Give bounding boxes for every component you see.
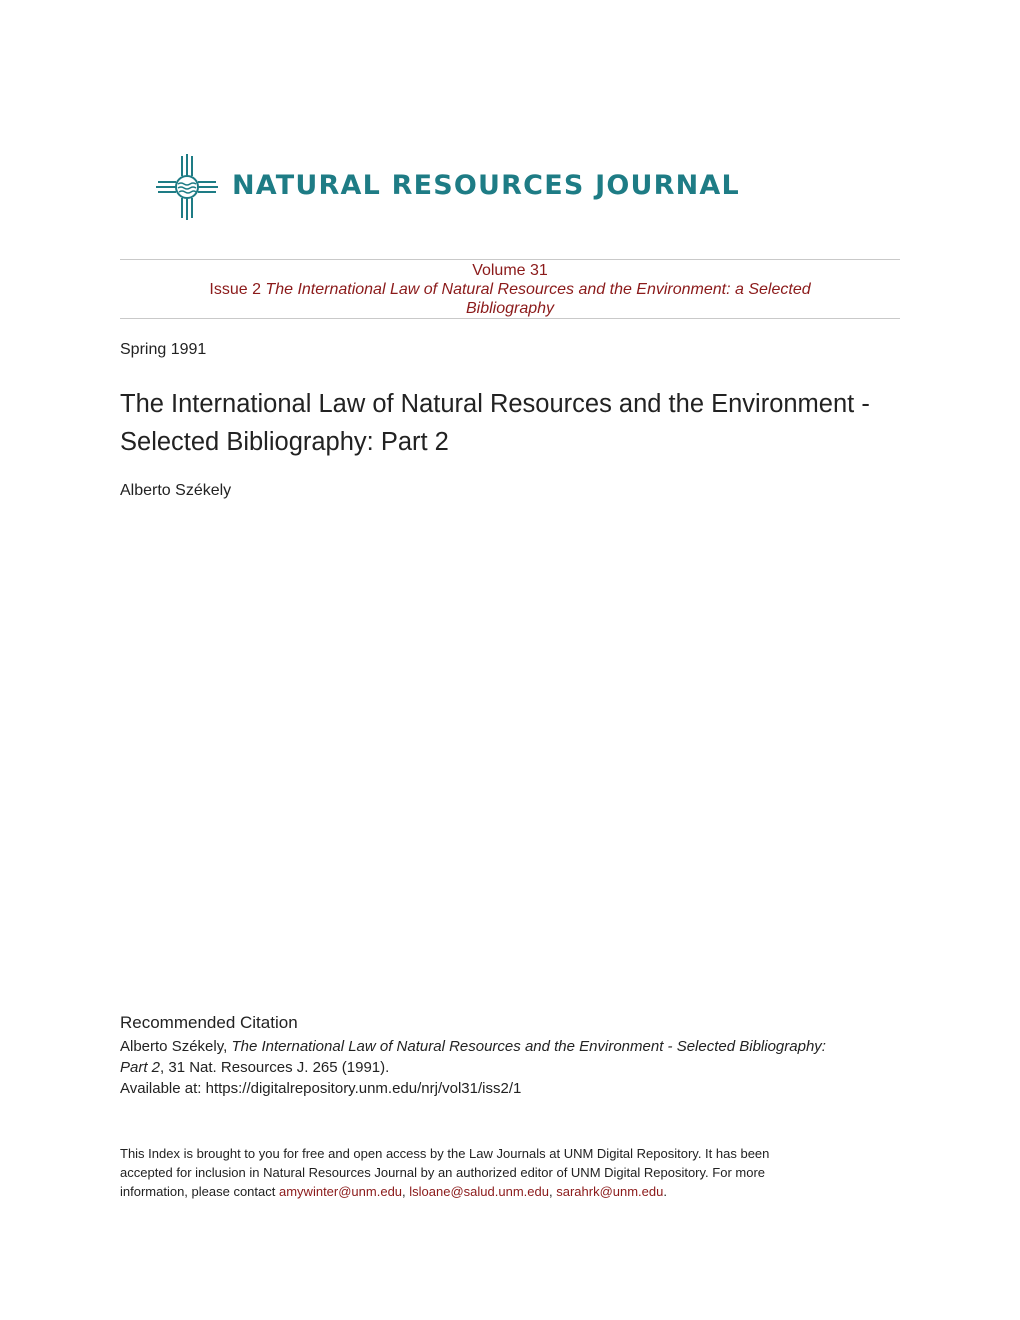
citation-body — [120, 1036, 910, 1099]
issue-link[interactable]: Issue 2 — [209, 281, 261, 298]
citation-title: The International Law of Natural Resources and the Environment - Selected Bibliography: — [231, 1038, 826, 1055]
article-title — [120, 385, 910, 461]
article-title-line-2: Selected Bibliography: Part 2 — [120, 428, 449, 456]
contact-email-lsloane[interactable]: lsloane@salud.unm.edu — [409, 1184, 549, 1199]
journal-logo-text: NATURAL RESOURCES JOURNAL — [232, 170, 740, 201]
email-separator: , — [548, 1184, 553, 1199]
email-separator: , — [402, 1184, 406, 1199]
article-author: Alberto Székely — [120, 482, 232, 499]
contact-email-amywinter[interactable]: amywinter@unm.edu — [279, 1184, 403, 1199]
issue-title-link-continued[interactable]: Bibliography — [465, 300, 555, 317]
citation-author: Alberto Székely, — [120, 1038, 228, 1055]
publication-date: Spring 1991 — [120, 341, 207, 358]
bottom-divider — [120, 318, 900, 319]
access-notice-line-1: This Index is brought to you for free and open access by the Law Journals at UNM Digital Repository. It has been — [120, 1146, 770, 1161]
citation-reference: , 31 Nat. Resources J. 265 (1991). — [160, 1059, 390, 1076]
volume-issue-block — [120, 261, 900, 318]
volume-link[interactable]: Volume 31 — [472, 262, 548, 279]
top-divider — [120, 259, 900, 260]
article-title-line-1: The International Law of Natural Resources and the Environment - — [120, 390, 870, 418]
citation-available-at: Available at: https://digitalrepository.unm.edu/nrj/vol31/iss2/1 — [120, 1080, 522, 1097]
access-notice-line-2: accepted for inclusion in Natural Resources Journal by an authorized editor of UNM Digital Repository. For more — [120, 1165, 765, 1180]
citation-heading: Recommended Citation — [120, 1013, 298, 1032]
journal-logo — [156, 154, 776, 220]
issue-title-link[interactable]: The International Law of Natural Resources and the Environment: a Selected — [265, 281, 811, 298]
recommended-citation — [120, 1012, 910, 1099]
sentence-end: . — [663, 1184, 667, 1199]
access-notice-line-3: information, please contact — [120, 1184, 276, 1199]
citation-title-continued: Part 2 — [120, 1059, 161, 1076]
zia-sun-symbol-icon — [156, 154, 218, 220]
access-notice — [120, 1144, 900, 1201]
contact-email-sarahrk[interactable]: sarahrk@unm.edu — [556, 1184, 664, 1199]
